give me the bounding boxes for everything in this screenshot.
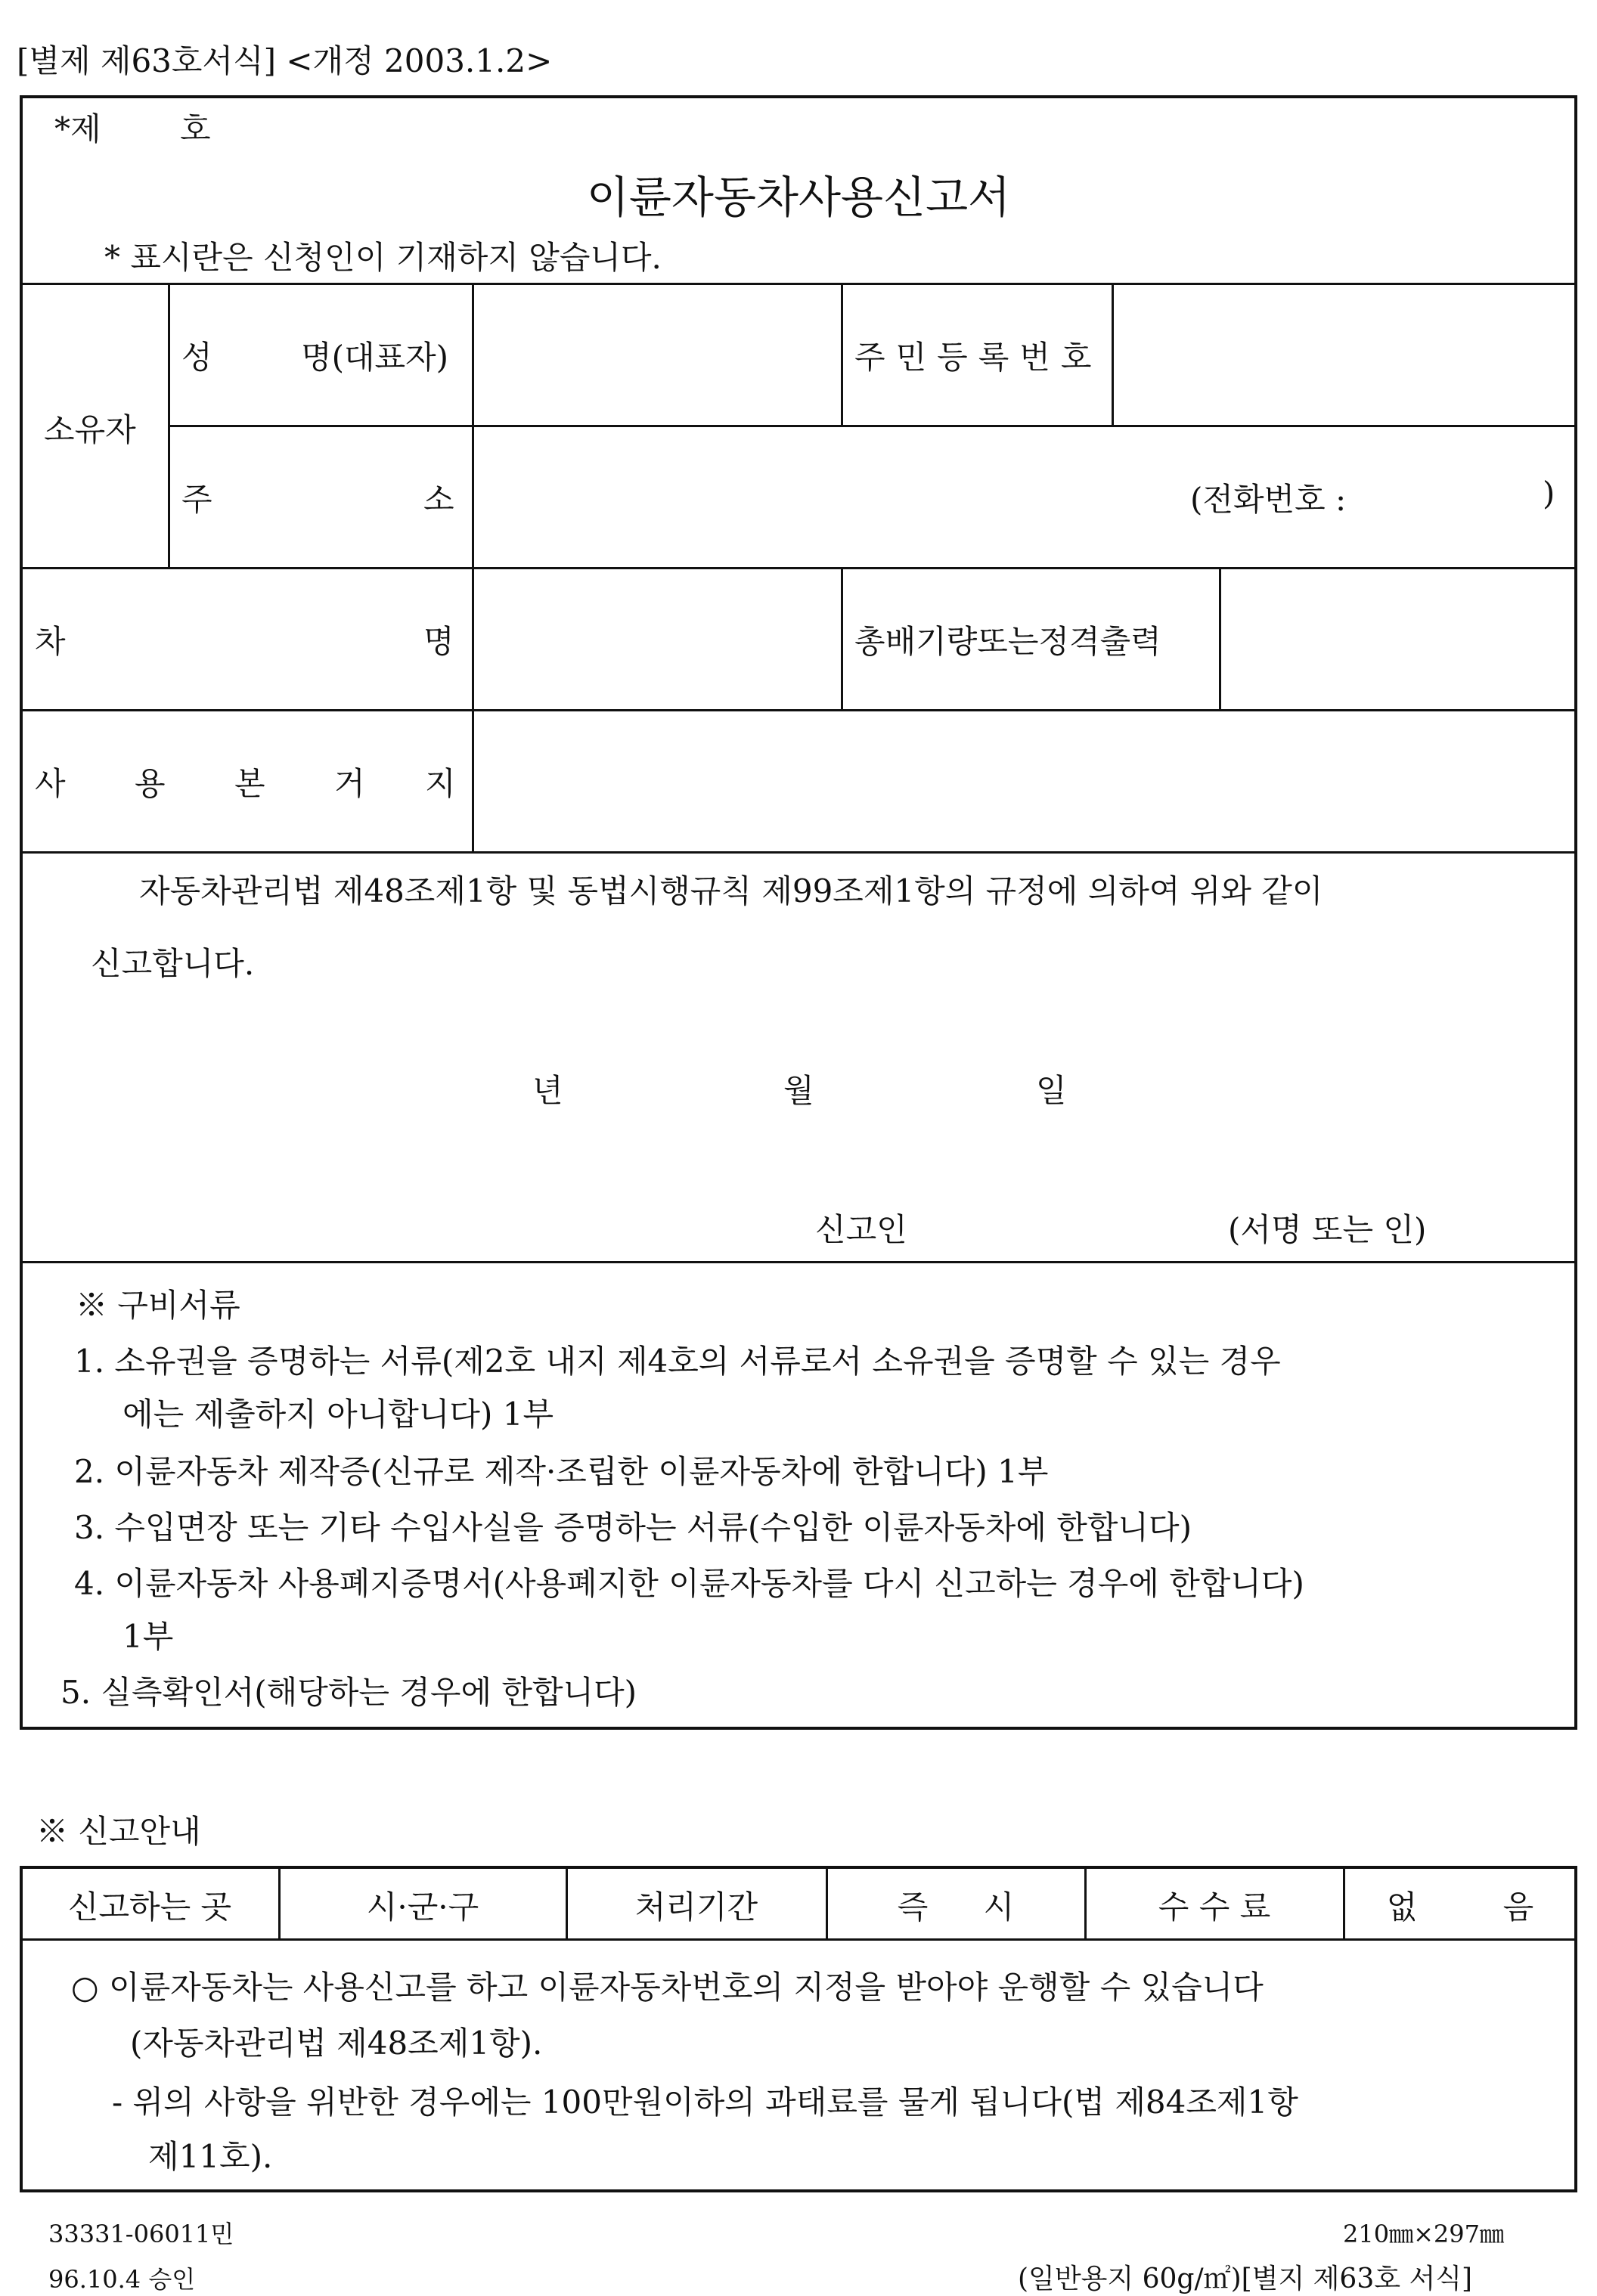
phone-label: (전화번호 : (1190, 481, 1347, 518)
displacement-label: 총배기량또는정격출력 (854, 623, 1161, 660)
place-value: 시·군·구 (366, 1889, 479, 1926)
divider (169, 425, 1576, 427)
period-label: 처리기간 (634, 1889, 758, 1926)
guide-line: (자동차관리법 제48조제1항). (130, 2025, 543, 2062)
vehicle-label-b: 명 (423, 623, 454, 660)
base-char-4: 거 (334, 765, 365, 802)
owner-label: 소유자 (44, 411, 136, 448)
divider (1219, 567, 1221, 709)
form-note: * 표시란은 신청인이 기재하지 않습니다. (104, 239, 662, 276)
approval-date: 96.10.4 승인 (48, 2265, 196, 2294)
name-label-a: 성 (181, 339, 212, 376)
doc-item: 5. 실측확인서(해당하는 경우에 한합니다) (60, 1674, 637, 1711)
address-label-b: 소 (423, 481, 454, 518)
address-label-a: 주 (181, 481, 212, 518)
address-field[interactable] (475, 428, 1171, 565)
declaration-line-1: 자동차관리법 제48조제1항 및 동법시행규칙 제99조제1항의 규정에 의하여 위와 같이 (139, 872, 1323, 909)
doc-item: 4. 이륜자동차 사용폐지증명서(사용폐지한 이륜자동차를 다시 신고하는 경우에 한합니다) (74, 1565, 1304, 1602)
guide-line: - 위의 사항을 위반한 경우에는 100만원이하의 과태료를 물게 됩니다(법 제84조제1항 (112, 2084, 1298, 2121)
divider (21, 567, 1576, 569)
doc-item: 2. 이륜자동차 제작증(신규로 제작·조립한 이륜자동차에 한합니다) 1부 (74, 1453, 1049, 1490)
base-char-2: 용 (135, 765, 166, 802)
declaration-line-2: 신고합니다. (91, 945, 255, 982)
divider (21, 1261, 1576, 1263)
divider (21, 283, 1576, 285)
divider (1112, 283, 1114, 425)
rrn-label: 주민등록번호 (854, 339, 1102, 376)
divider (21, 851, 1576, 854)
divider (841, 283, 843, 425)
base-location-field[interactable] (475, 712, 1574, 850)
form-number-label: *제 (54, 110, 101, 147)
base-char-5: 지 (425, 765, 456, 802)
date-day-label: 일 (1036, 1072, 1067, 1109)
divider (841, 567, 843, 709)
name-field[interactable] (475, 286, 839, 423)
form-title: 이륜자동차사용신고서 (586, 172, 1011, 223)
form-number-suffix: 호 (180, 110, 211, 147)
signature-label: (서명 또는 인) (1228, 1211, 1427, 1248)
divider (21, 709, 1576, 711)
divider (21, 1938, 1576, 1941)
date-month-label: 월 (783, 1072, 814, 1109)
doc-item: 1부 (122, 1618, 174, 1655)
base-char-3: 본 (234, 765, 265, 802)
doc-item: 에는 제출하지 아니합니다) 1부 (122, 1396, 554, 1433)
place-label: 신고하는 곳 (67, 1889, 232, 1926)
divider (168, 283, 170, 567)
phone-close: ) (1543, 475, 1555, 512)
base-char-1: 사 (35, 765, 66, 802)
applicant-label: 신고인 (815, 1211, 907, 1248)
period-value: 즉 시 (897, 1889, 1015, 1926)
fee-label: 수 수 료 (1158, 1889, 1271, 1926)
displacement-field[interactable] (1222, 570, 1574, 708)
form-reference: [별제 제63호서식] <개정 2003.1.2> (17, 42, 553, 79)
paper-size: 210㎜×297㎜ (1343, 2220, 1504, 2248)
name-label-b: 명(대표자) (301, 339, 449, 376)
doc-item: 1. 소유권을 증명하는 서류(제2호 내지 제4호의 서류로서 소유권을 증명할 수 있는 경우 (74, 1343, 1281, 1380)
fee-value: 없 음 (1386, 1889, 1534, 1926)
form-code: 33331-06011민 (48, 2220, 234, 2248)
guide-line: ○ 이륜자동차는 사용신고를 하고 이륜자동차번호의 지정을 받아야 운행할 수 있습니다 (71, 1969, 1264, 2006)
rrn-field[interactable] (1115, 286, 1574, 423)
vehicle-name-field[interactable] (475, 570, 839, 708)
guide-heading: ※ 신고안내 (36, 1813, 201, 1850)
date-year-label: 년 (532, 1072, 563, 1109)
docs-heading: ※ 구비서류 (76, 1287, 240, 1324)
paper-spec: (일반용지 60g/㎡)[별지 제63호 서식] (1018, 2263, 1473, 2294)
doc-item: 3. 수입면장 또는 기타 수입사실을 증명하는 서류(수입한 이륜자동차에 한합니다) (74, 1509, 1192, 1546)
guide-line: 제11호). (148, 2138, 273, 2175)
divider (472, 283, 474, 851)
vehicle-label-a: 차 (35, 623, 66, 660)
